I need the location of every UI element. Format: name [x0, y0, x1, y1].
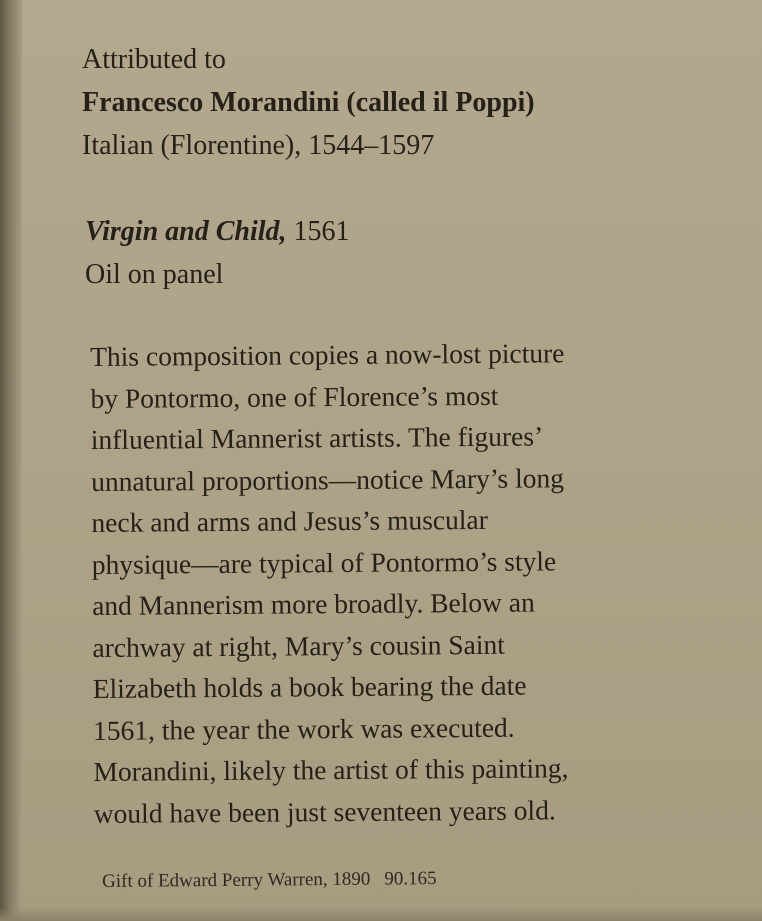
- accession-number: 90.165: [384, 868, 437, 890]
- artwork-title: Virgin and Child,: [85, 216, 287, 247]
- description-line: Morandini, likely the artist of this painting,: [93, 752, 569, 787]
- description-line: 1561, the year the work was executed.: [92, 711, 515, 746]
- artwork-medium: Oil on panel: [85, 259, 224, 290]
- artist-nationality-dates: Italian (Florentine), 1544–1597: [82, 130, 435, 161]
- artwork-title-line: [85, 210, 350, 253]
- description-line: physique—are typical of Pontormo’s style: [91, 544, 557, 580]
- description-line: and Mannerism more broadly. Below an: [91, 586, 535, 621]
- attribution-text: Attributed to: [82, 44, 226, 75]
- artwork-description: [90, 332, 569, 834]
- artist-name: Francesco Morandini (called il Poppi): [82, 87, 535, 118]
- artwork-info: [85, 210, 350, 296]
- label-left-edge-shadow: [0, 0, 22, 921]
- artist-header: [82, 38, 535, 167]
- description-line: by Pontormo, one of Florence’s most: [90, 379, 499, 414]
- description-line: This composition copies a now-lost picture: [90, 337, 565, 372]
- description-line: unnatural proportions—notice Mary’s long: [91, 461, 565, 497]
- description-line: archway at right, Mary’s cousin Saint: [92, 628, 505, 663]
- credit-line: [102, 867, 437, 894]
- credit-text: Gift of Edward Perry Warren, 1890: [102, 868, 371, 892]
- description-line: influential Mannerist artists. The figures’: [90, 420, 544, 455]
- description-line: neck and arms and Jesus’s muscular: [91, 503, 488, 538]
- description-line: Elizabeth holds a book bearing the date: [92, 669, 527, 704]
- description-line: would have been just seventeen years old.: [93, 793, 556, 829]
- label-bottom-edge: [0, 907, 762, 921]
- artwork-date: 1561: [293, 216, 350, 247]
